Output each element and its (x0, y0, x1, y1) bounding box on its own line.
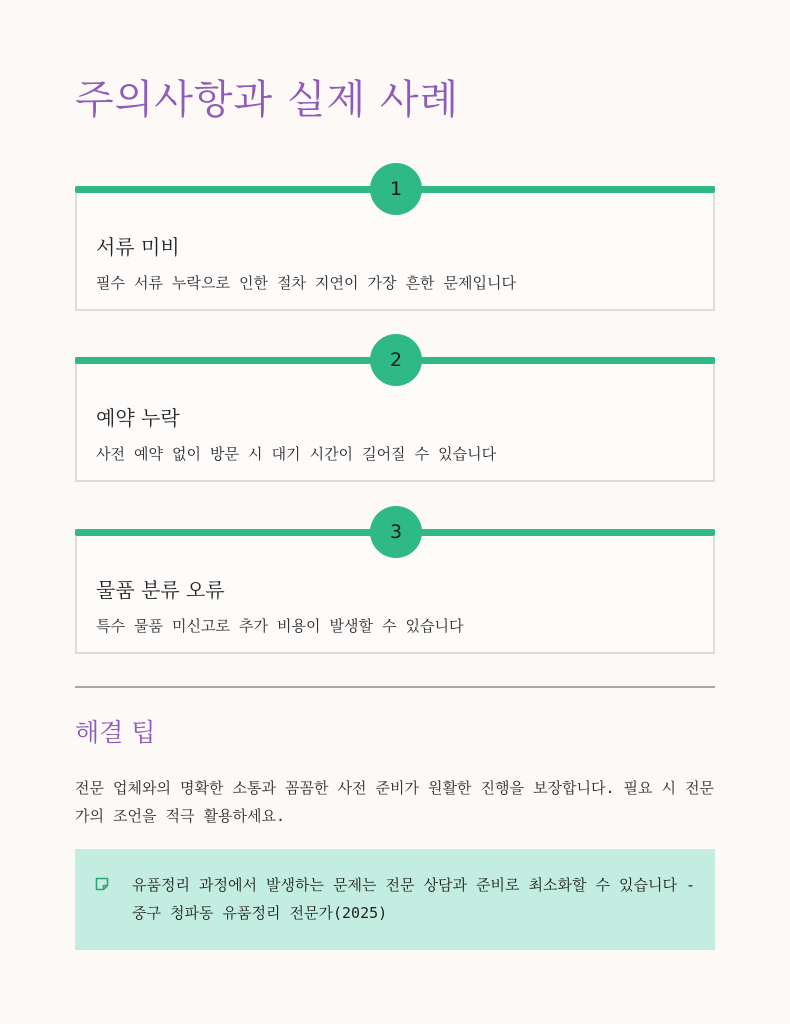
card-title: 물품 분류 오류 (96, 578, 225, 602)
step-number-badge: 2 (370, 334, 422, 386)
tips-heading: 해결 팁 (75, 718, 156, 747)
card-title: 서류 미비 (96, 235, 180, 259)
card-description: 사전 예약 없이 방문 시 대기 시간이 길어질 수 있습니다 (96, 445, 497, 463)
step-number-badge: 3 (370, 506, 422, 558)
quote-text: 유품정리 과정에서 발생하는 문제는 전문 상담과 준비로 최소화할 수 있습니다 - 중구 청파동 유품정리 전문가(2025) (132, 876, 696, 922)
note-icon (94, 876, 110, 892)
issue-card-3 (75, 521, 715, 654)
card-description: 특수 물품 미신고로 추가 비용이 발생할 수 있습니다 (96, 617, 464, 635)
card-description: 필수 서류 누락으로 인한 절차 지연이 가장 흔한 문제입니다 (96, 274, 517, 292)
issue-card-2 (75, 349, 715, 482)
section-divider (75, 686, 715, 688)
quote-callout (75, 849, 715, 950)
step-number-badge: 1 (370, 163, 422, 215)
page-title: 주의사항과 실제 사례 (75, 77, 460, 123)
tips-body: 전문 업체와의 명확한 소통과 꼼꼼한 사전 준비가 원활한 진행을 보장합니다. 필요 시 전문가의 조언을 적극 활용하세요. (75, 779, 715, 825)
issue-card-1 (75, 178, 715, 311)
card-title: 예약 누락 (96, 406, 180, 430)
